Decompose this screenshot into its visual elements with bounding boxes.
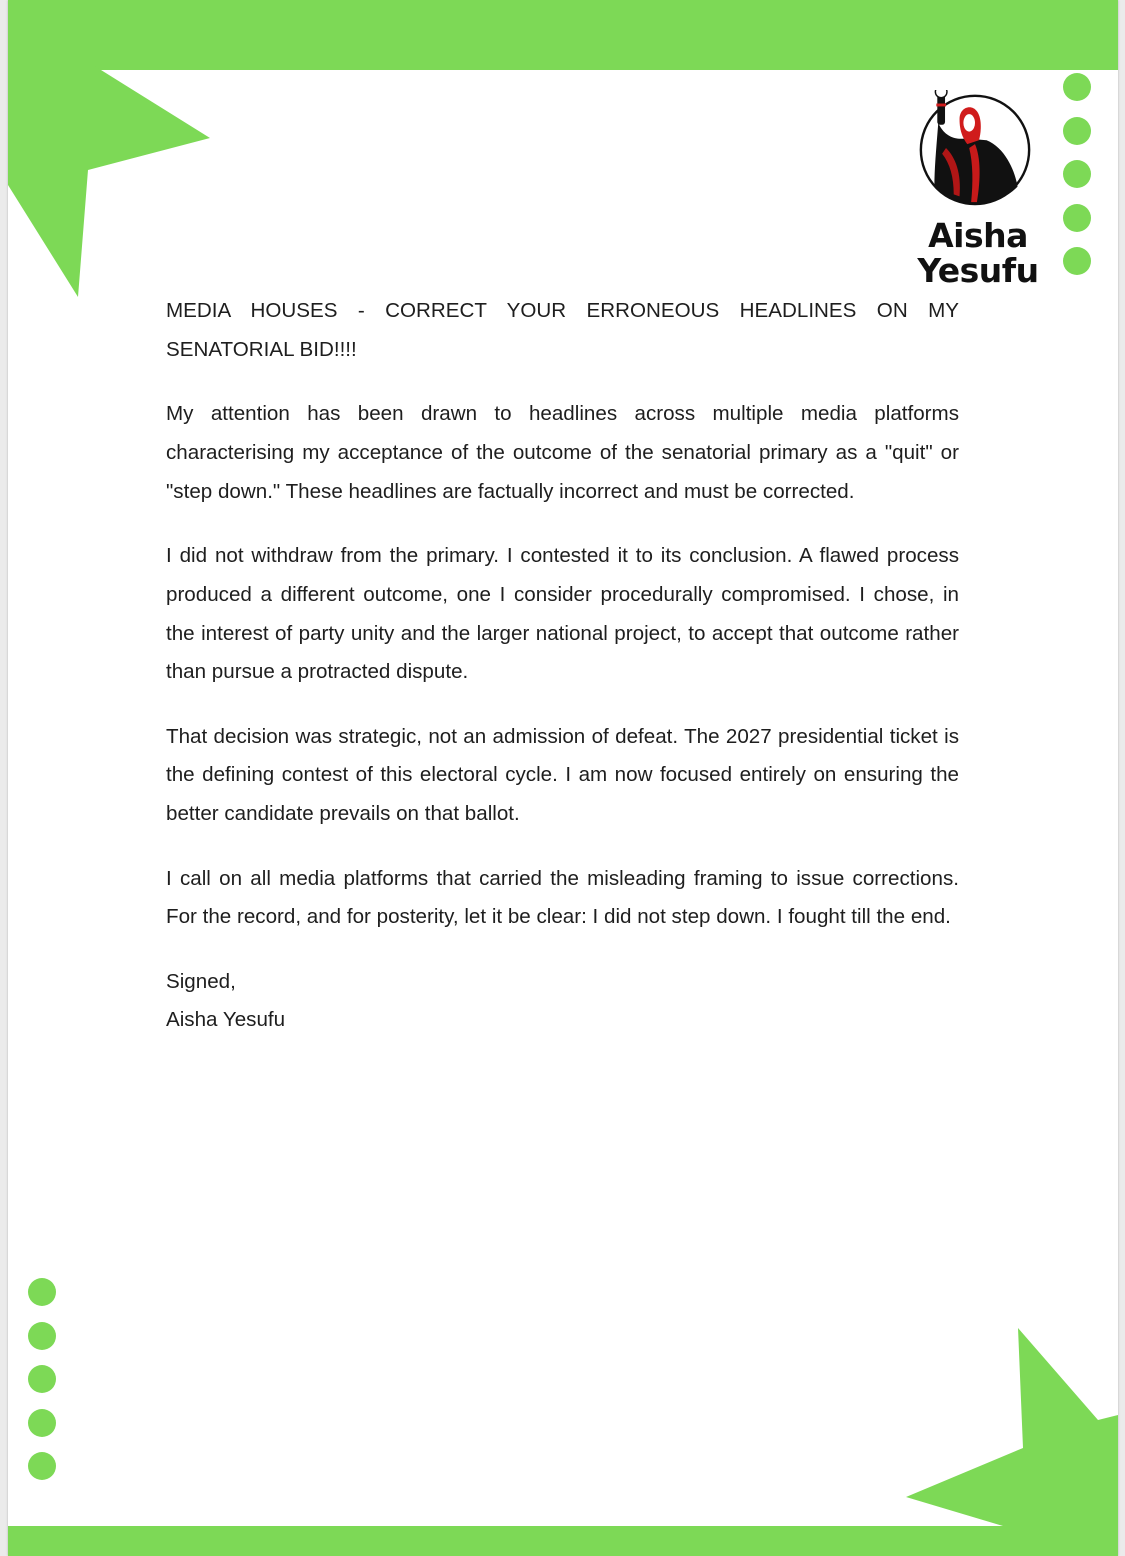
decorative-dot [28, 1278, 56, 1306]
signoff-text: Signed, [166, 969, 236, 993]
logo-last-name: Yesufu [917, 251, 1039, 290]
letter-paragraph: My attention has been drawn to headlines across multiple media platforms characterising my acceptance of the outcome of the senatorial primary as a "quit" or "step down." These headlines are factually incorrect and must be corrected. [166, 402, 959, 503]
letter-paragraph: I call on all media platforms that carried the misleading framing to issue corrections. For the record, and for posterity, let it be clear: I did not step down. I fought till the end. [166, 866, 959, 929]
bottom-green-band [8, 1526, 1118, 1556]
decorative-dot [28, 1322, 56, 1350]
decorative-dot [1063, 247, 1091, 275]
left-dot-column [28, 1278, 58, 1496]
aisha-yesufu-logo [913, 70, 1043, 295]
letter-body [166, 292, 959, 1040]
decorative-dot [1063, 160, 1091, 188]
decorative-dot [28, 1409, 56, 1437]
signature-name: Aisha Yesufu [166, 1008, 286, 1032]
decorative-dot [1063, 204, 1091, 232]
top-left-star-decoration [8, 0, 268, 310]
letter-paragraph: That decision was strategic, not an admission of defeat. The 2027 presidential ticket is the defining contest of this electoral cycle. I am now focused entirely on ensuring the better candidate prevails on that ballot. [166, 724, 959, 826]
decorative-dot [28, 1365, 56, 1393]
signature-block [166, 963, 959, 1041]
decorative-dot [1063, 73, 1091, 101]
decorative-dot [1063, 117, 1091, 145]
decorative-dot [28, 1452, 56, 1480]
logo-first-name: Aisha [928, 216, 1028, 255]
letter-paragraph: I did not withdraw from the primary. I contested it to its conclusion. A flawed process produced a different outcome, one I consider procedurally compromised. I chose, in the interest of party unity and the larger national project, to accept that outcome rather than pursue a protracted dispute. [166, 543, 959, 684]
letter-title: MEDIA HOUSES - CORRECT YOUR ERRONEOUS HEADLINES ON MY SENATORIAL BID!!!! [166, 299, 959, 361]
letter-page [8, 0, 1118, 1556]
raised-fist-figure-icon [917, 90, 1033, 206]
right-dot-column [1063, 73, 1093, 291]
